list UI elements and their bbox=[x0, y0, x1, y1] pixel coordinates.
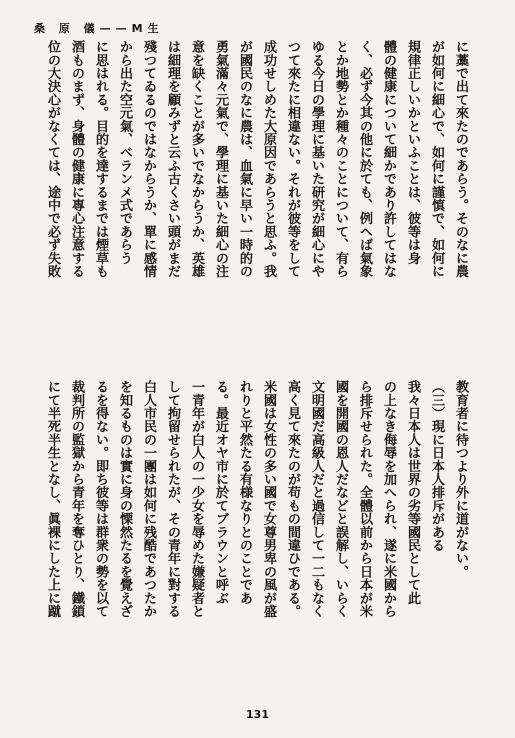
lower-tier bbox=[40, 380, 472, 700]
upper-text-column: とか地勢とか種々のことについて、有ら bbox=[333, 40, 348, 278]
lower-text-column: 一青年が白人の一少女を辱めた嫌疑者と bbox=[189, 380, 204, 618]
upper-text-column: が如何に細心で、如何に謹慎で、如何に bbox=[429, 40, 444, 278]
upper-text-column: 殘つてゐるのではなからうか、單に感情 bbox=[141, 40, 156, 278]
upper-text-column: から出た空元氣、ベランメ式であらう bbox=[117, 40, 132, 265]
upper-text-column: つて來たに相違ない。それが彼等をして bbox=[285, 40, 300, 278]
upper-text-column: 酒ものまず、身體の健康に專心注意する bbox=[69, 40, 84, 278]
lower-text-column: の上なき侮辱を加へられ、遂に米國から bbox=[381, 380, 396, 618]
lower-text-column: して拘留せられたが、その青年に對する bbox=[165, 380, 180, 618]
lower-text-column: 教育者に待つより外に道がない。 bbox=[453, 380, 468, 578]
upper-text-column: は細理を顧みずと云ふ古くさい頭がまだ bbox=[165, 40, 180, 278]
lower-text-column: 國を開國の恩人だなどと誤解し、いらく bbox=[333, 380, 348, 618]
lower-text-column: る。最近オヤ市に於てブラウンと呼ぶ bbox=[213, 380, 228, 605]
running-header: 桑 原 儀——M生 bbox=[34, 22, 164, 35]
upper-text-column: が國民のなに農は、血氣に早い一時的の bbox=[237, 40, 252, 278]
upper-text-column: に思はれる。目的を達するまでは煙草も bbox=[93, 40, 108, 278]
lower-text-column: るを得ない。即ち彼等は群衆の勢を以て bbox=[93, 380, 108, 618]
lower-text-column: 米國は女性の多い國で女尊男卑の風が盛 bbox=[261, 380, 276, 618]
upper-text-column: 位の大決心がなくては、途中で必ず失敗 bbox=[45, 40, 60, 278]
lower-text-column: 高く見て來たのが苟もの間違ひである。 bbox=[285, 380, 300, 618]
upper-text-column: に藁で出て來たのであらう。そのなに農 bbox=[453, 40, 468, 278]
lower-text-column: を知るものは實に身の慄然たるを覺えざ bbox=[117, 380, 132, 618]
upper-text-column: 勇氣滿々元氣で、學理に基いた細心の注 bbox=[213, 40, 228, 278]
lower-text-column: れりと平然たる有様なりとのことであ bbox=[237, 380, 252, 605]
lower-text-column: 我々日本人は世界の劣等國民として此 bbox=[405, 380, 420, 605]
upper-tier bbox=[40, 40, 472, 360]
upper-text-column: 規律正しいかといふことは、彼等は身 bbox=[405, 40, 420, 265]
upper-text-column: 意を缺くことが多いでなからうか、英雄 bbox=[189, 40, 204, 278]
upper-text-column: 體の健康について細かであり許してはな bbox=[381, 40, 396, 278]
page-number: 131 bbox=[246, 708, 269, 721]
upper-text-column: く、必ず今其の他に於ても、例へば氣象 bbox=[357, 40, 372, 278]
lower-text-column: 裁判所の監獄から青年を奪ひとり、鐵鎖 bbox=[69, 380, 84, 618]
lower-text-column: ら排斥せられた。全體以前から日本が米 bbox=[357, 380, 372, 618]
lower-text-column: 白人市民の一團は如何に残酷であつたか bbox=[141, 380, 156, 618]
lower-text-column: にて半死半生となし、眞裸にした上に蹴 bbox=[45, 380, 60, 618]
lower-text-column: 文明國だ高級人だと過信して一二もなく bbox=[309, 380, 324, 618]
section-heading-column: （三）現に日本人排斥がある bbox=[429, 380, 444, 552]
upper-text-column: ゆる今日の學理に基いた研究が細心にや bbox=[309, 40, 324, 278]
upper-text-column: 成功せしめた大原因であらうと思ふ。我 bbox=[261, 40, 276, 278]
